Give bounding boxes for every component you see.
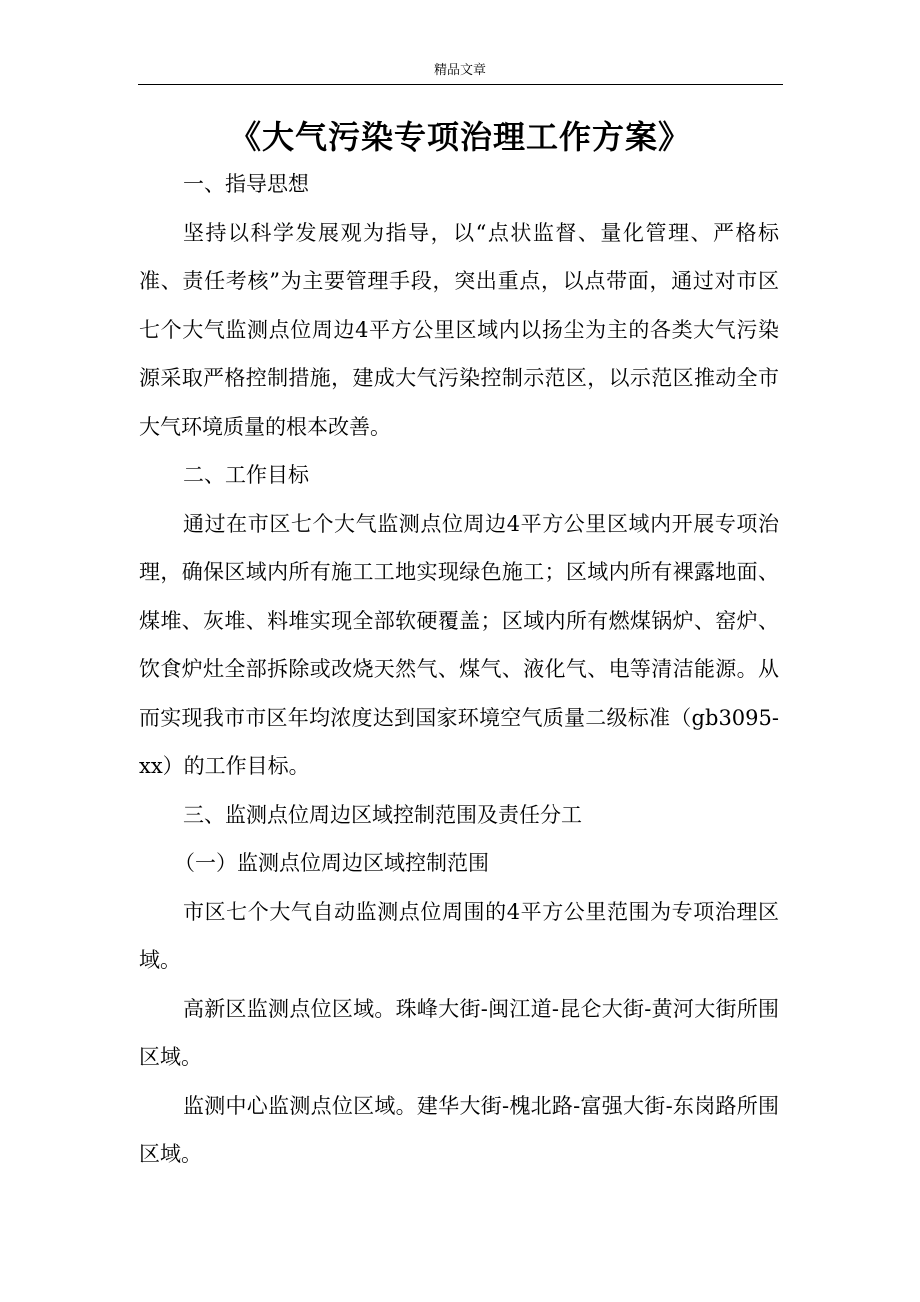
paragraph-guiding-thought: 坚持以科学发展观为指导，以“点状监督、量化管理、严格标准、责任考核”为主要管理手段，突出重点，以点带面，通过对市区七个大气监测点位周边4平方公里区域内以扬尘为主的各类大气污染源采取严格控制措施，建成大气污染控制示范区，以示范区推动全市大气环境质量的根本改善。 bbox=[139, 220, 779, 439]
page-header-label: 精品文章 bbox=[433, 63, 486, 78]
section-heading-guiding-thought: 一、指导思想 bbox=[183, 172, 309, 196]
header-divider bbox=[138, 84, 783, 85]
paragraph-monitoring-center: 监测中心监测点位区域。建华大街-槐北路-富强大街-东岗路所围区域。 bbox=[139, 1093, 779, 1166]
section-heading-control-scope: 三、监测点位周边区域控制范围及责任分工 bbox=[183, 802, 582, 827]
section-heading-work-goals: 二、工作目标 bbox=[183, 463, 309, 487]
paragraph-work-goals: 通过在市区七个大气监测点位周边4平方公里区域内开展专项治理，确保区域内所有施工工地实现绿色施工；区域内所有裸露地面、煤堆、灰堆、料堆实现全部软硬覆盖；区域内所有燃煤锅炉、窑炉、饮食炉灶全部拆除或改烧天然气、煤气、液化气、电等清洁能源。从而实现我市市区年均浓度达到国家环境空气质量二级标准（gb3095-xx）的工作目标。 bbox=[139, 511, 779, 778]
document-title: 《大气污染专项治理工作方案》 bbox=[228, 118, 691, 156]
document-body bbox=[139, 160, 779, 1179]
subsection-heading-control-range: （一）监测点位周边区域控制范围 bbox=[174, 851, 489, 875]
paragraph-high-tech-zone: 高新区监测点位区域。珠峰大街-闽江道-昆仑大街-黄河大街所围区域。 bbox=[139, 996, 779, 1069]
paragraph-control-range: 市区七个大气自动监测点位周围的4平方公里范围为专项治理区域。 bbox=[139, 899, 779, 972]
